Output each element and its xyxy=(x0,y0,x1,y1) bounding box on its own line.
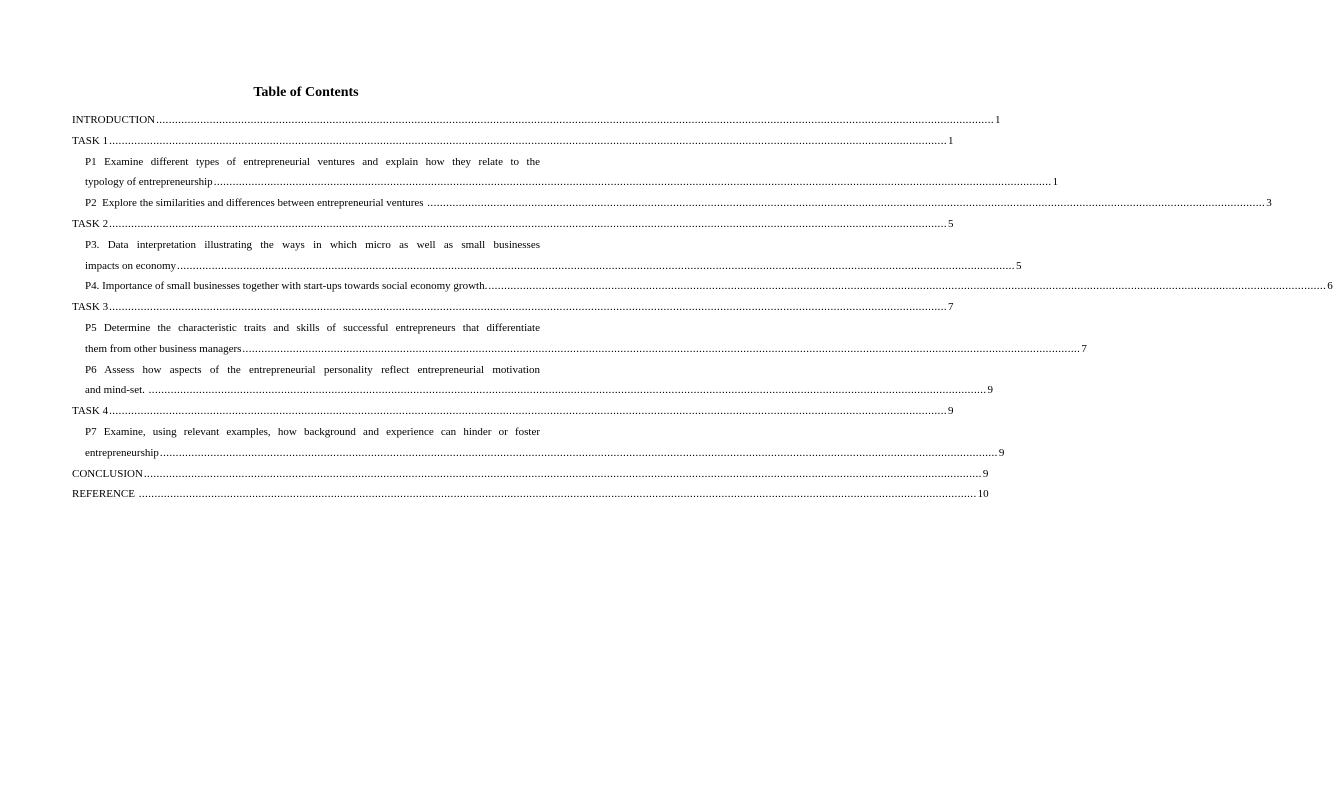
toc-entry-text: CONCLUSION xyxy=(72,467,143,480)
dot-leader xyxy=(109,297,947,318)
dot-leader xyxy=(156,110,994,131)
toc-entry-introduction[interactable] xyxy=(72,110,1001,131)
toc-entry-text-line-1: P6 Assess how aspects of the entrepreneurial personality reflect entrepreneurial motivation xyxy=(85,363,540,376)
toc-entry-text-line-2: typology of entrepreneurship xyxy=(85,176,213,189)
toc-entry-p3[interactable] xyxy=(72,235,1022,277)
dot-leader xyxy=(139,484,977,505)
toc-entry-p5[interactable] xyxy=(72,318,1087,360)
toc-page-number: 6 xyxy=(1327,280,1333,293)
toc-page-number: 7 xyxy=(948,301,954,314)
dot-leader xyxy=(149,380,987,401)
toc-entry-task-2[interactable] xyxy=(72,214,954,235)
toc-entry-text-line-1: P5 Determine the characteristic traits and skills of successful entrepreneurs that differentiate xyxy=(85,321,540,334)
toc-page-number: 9 xyxy=(998,446,1005,459)
toc-page-number: 5 xyxy=(1015,259,1022,272)
toc-entry-task-3[interactable] xyxy=(72,297,954,318)
toc-entry-task-4[interactable] xyxy=(72,401,954,422)
toc-page-number: 7 xyxy=(1081,342,1087,355)
toc-entry-text: P4. Importance of small businesses together with start-ups towards social economy growth. xyxy=(85,280,488,293)
dot-leader xyxy=(160,443,998,464)
toc-entry-text-line-1: P7 Examine, using relevant examples, how background and experience can hinder or foster xyxy=(85,425,540,438)
toc-entry-text-line-1: P3. Data interpretation illustrating the ways in which micro as well as small businesses xyxy=(85,238,540,251)
toc-entry-p2[interactable] xyxy=(72,193,1272,214)
table-of-contents xyxy=(72,110,1333,505)
dot-leader xyxy=(488,276,1326,297)
toc-entry-text-line-2: entrepreneurship xyxy=(85,446,159,459)
toc-page-number: 5 xyxy=(948,217,954,230)
dot-leader xyxy=(109,131,947,152)
toc-entry-text-line-2: impacts on economy xyxy=(85,259,177,272)
toc-page-number: 9 xyxy=(982,467,989,480)
toc-entry-text: TASK 4 xyxy=(72,405,109,418)
toc-entry-text: INTRODUCTION xyxy=(72,114,156,126)
toc-title: Table of Contents xyxy=(253,85,359,100)
toc-entry-text-line-1: P1 Examine different types of entrepreneurial ventures and explain how they relate to the xyxy=(85,155,540,168)
toc-page-number: 3 xyxy=(1266,197,1272,210)
toc-entry-text: TASK 3 xyxy=(72,301,109,314)
toc-page-number: 10 xyxy=(977,488,989,501)
dot-leader xyxy=(109,214,947,235)
toc-entry-text: REFERENCE xyxy=(72,488,138,501)
toc-page-number: 1 xyxy=(995,114,1001,126)
toc-entry-p1[interactable] xyxy=(72,152,1059,194)
toc-page-number: 9 xyxy=(948,405,954,418)
toc-page-number: 9 xyxy=(987,384,994,397)
toc-entry-p6[interactable] xyxy=(72,360,994,402)
toc-page-number: 1 xyxy=(1052,176,1059,189)
dot-leader xyxy=(242,339,1080,360)
toc-entry-text: P2 Explore the similarities and differences between entrepreneurial ventures xyxy=(85,197,427,210)
toc-entry-text-line-2: them from other business managers xyxy=(85,342,242,355)
toc-entry-conclusion[interactable] xyxy=(72,464,989,485)
toc-entry-text: TASK 2 xyxy=(72,217,109,230)
toc-entry-task-1[interactable] xyxy=(72,131,954,152)
toc-entry-p4[interactable] xyxy=(72,276,1333,297)
dot-leader xyxy=(177,256,1015,277)
toc-entry-text: TASK 1 xyxy=(72,134,109,147)
dot-leader xyxy=(214,172,1052,193)
toc-page-number: 1 xyxy=(948,134,954,147)
dot-leader xyxy=(427,193,1265,214)
dot-leader xyxy=(109,401,947,422)
dot-leader xyxy=(144,464,982,485)
toc-entry-text-line-2: and mind-set. xyxy=(85,384,148,397)
toc-entry-p7[interactable] xyxy=(72,422,1005,464)
toc-entry-reference[interactable] xyxy=(72,484,989,505)
